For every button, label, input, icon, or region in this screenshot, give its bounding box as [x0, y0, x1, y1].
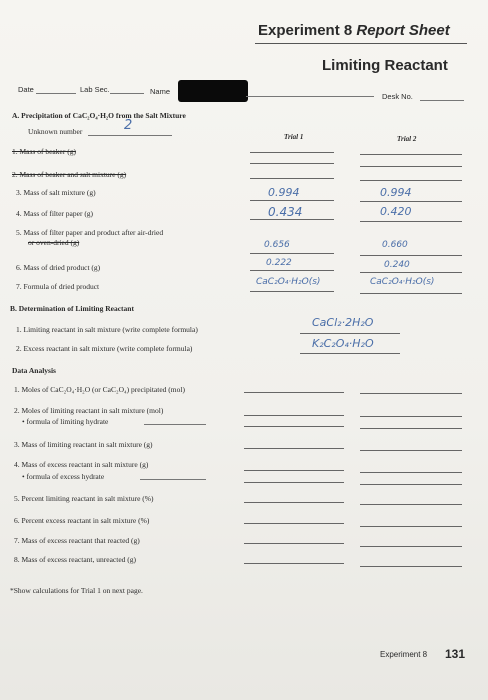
trial2-cell[interactable] — [360, 428, 462, 429]
page-subtitle: Limiting Reactant — [322, 57, 448, 74]
trial2-value: 0.240 — [384, 260, 410, 270]
analysis-row-4: 4. Mass of excess reactant in salt mixture (g) — [14, 460, 149, 469]
analysis-row-3: 3. Mass of limiting reactant in salt mixture (g) — [14, 440, 153, 449]
page-label: Experiment 8 — [380, 650, 428, 659]
row-5-label: 5. Mass of filter paper and product after air-dried — [16, 228, 164, 237]
trial1-value: 0.222 — [266, 258, 292, 268]
lab-sec-field[interactable] — [110, 93, 144, 94]
trial2-cell[interactable] — [360, 293, 462, 294]
trial1-cell[interactable] — [250, 219, 334, 220]
trial2-cell[interactable] — [360, 272, 462, 273]
desk-field[interactable] — [420, 100, 464, 101]
row-7-label: 7. Formula of dried product — [16, 282, 100, 291]
row-6-label: 6. Mass of dried product (g) — [16, 263, 101, 272]
trial1-value: 0.994 — [268, 186, 300, 199]
page-number: 131 — [445, 647, 466, 661]
excess-value: K₂C₂O₄·H₂O — [312, 337, 374, 350]
name-field[interactable] — [246, 96, 374, 97]
date-label: Date — [18, 85, 34, 94]
trial2-cell[interactable] — [360, 201, 462, 202]
analysis-row-6: 6. Percent excess reactant in salt mixture (%) — [14, 516, 150, 525]
trial2-cell[interactable] — [360, 546, 462, 547]
trial1-value: 0.656 — [264, 240, 290, 250]
trial1-cell[interactable] — [244, 448, 344, 449]
redacted-name — [178, 80, 248, 102]
analysis-row-1: 1. Moles of CaC₂O₄·H₂O (or CaC₂O₄) precipitated (mol) — [14, 385, 185, 394]
trial1-cell[interactable] — [244, 426, 344, 427]
limiting-hydrate-field[interactable] — [144, 424, 206, 425]
row-2-label: 2. Mass of beaker and salt mixture (g) — [12, 170, 127, 179]
trial2-cell[interactable] — [360, 221, 462, 222]
trial1-cell[interactable] — [244, 502, 344, 503]
trial2-cell[interactable] — [360, 526, 462, 527]
analysis-row-2: 2. Moles of limiting reactant in salt mixture (mol) — [14, 406, 164, 415]
analysis-row-4-sub: • formula of excess hydrate — [22, 472, 105, 481]
row-1-label: 1. Mass of beaker (g) — [12, 147, 76, 156]
trial2-cell[interactable] — [360, 504, 462, 505]
trial2-cell[interactable] — [360, 484, 462, 485]
trial1-cell[interactable] — [244, 523, 344, 524]
row-3-label: 3. Mass of salt mixture (g) — [16, 188, 96, 197]
title-divider — [255, 43, 467, 44]
trial2-cell[interactable] — [360, 566, 462, 567]
section-b-heading: B. Determination of Limiting Reactant — [10, 304, 134, 313]
unknown-line — [88, 135, 172, 136]
trial2-value: 0.660 — [382, 240, 408, 250]
analysis-row-8: 8. Mass of excess reactant, unreacted (g) — [14, 555, 137, 564]
date-field[interactable] — [36, 93, 76, 94]
trial1-cell[interactable] — [250, 178, 334, 179]
analysis-row-5: 5. Percent limiting reactant in salt mixture (%) — [14, 494, 154, 503]
trial2-cell[interactable] — [360, 166, 462, 167]
section-a-heading: A. Precipitation of CaC₂O₄·H₂O from the Salt Mixture — [12, 111, 186, 120]
trial1-cell[interactable] — [244, 563, 344, 564]
trial1-cell[interactable] — [250, 253, 334, 254]
analysis-heading: Data Analysis — [12, 366, 56, 375]
excess-field[interactable] — [300, 353, 400, 354]
trial1-cell[interactable] — [244, 470, 344, 471]
trial2-cell[interactable] — [360, 416, 462, 417]
trial1-cell[interactable] — [250, 163, 334, 164]
trial1-cell[interactable] — [250, 152, 334, 153]
trial1-cell[interactable] — [244, 415, 344, 416]
lab-sec-label: Lab Sec. — [80, 85, 110, 94]
trial1-cell[interactable] — [244, 543, 344, 544]
trial2-value: 0.420 — [380, 205, 412, 218]
limiting-label: 1. Limiting reactant in salt mixture (write complete formula) — [16, 325, 198, 334]
analysis-row-2-sub: • formula of limiting hydrate — [22, 417, 109, 426]
trial1-cell[interactable] — [250, 291, 334, 292]
trial2-cell[interactable] — [360, 472, 462, 473]
trial1-value: CaC₂O₄·H₂O(s) — [256, 277, 321, 287]
trial2-value: 0.994 — [380, 186, 412, 199]
trial2-value: CaC₂O₄·H₂O(s) — [370, 277, 435, 287]
trial2-cell[interactable] — [360, 450, 462, 451]
limiting-field[interactable] — [300, 333, 400, 334]
limiting-value: CaCl₂·2H₂O — [312, 316, 374, 329]
trial1-cell[interactable] — [244, 482, 344, 483]
desk-label: Desk No. — [382, 92, 413, 101]
name-label: Name — [150, 87, 171, 96]
analysis-row-7: 7. Mass of excess reactant that reacted (g) — [14, 536, 140, 545]
unknown-label: Unknown number — [28, 127, 83, 136]
calculation-note: *Show calculations for Trial 1 on next page. — [10, 586, 143, 595]
excess-hydrate-field[interactable] — [140, 479, 206, 480]
trial2-cell[interactable] — [360, 154, 462, 155]
trial2-cell[interactable] — [360, 180, 462, 181]
row-5-label-cont: or oven-dried (g) — [28, 238, 80, 247]
trial-2-header: Trial 2 — [397, 135, 417, 143]
trial1-cell[interactable] — [244, 392, 344, 393]
trial1-cell[interactable] — [250, 200, 334, 201]
trial1-value: 0.434 — [268, 205, 303, 219]
trial2-cell[interactable] — [360, 393, 462, 394]
excess-label: 2. Excess reactant in salt mixture (write complete formula) — [16, 344, 193, 353]
trial-1-header: Trial 1 — [284, 133, 304, 141]
unknown-value: 2 — [124, 118, 133, 133]
trial2-cell[interactable] — [360, 255, 462, 256]
page-title: Experiment 8 Report Sheet — [258, 22, 450, 39]
trial1-cell[interactable] — [250, 270, 334, 271]
row-4-label: 4. Mass of filter paper (g) — [16, 209, 94, 218]
